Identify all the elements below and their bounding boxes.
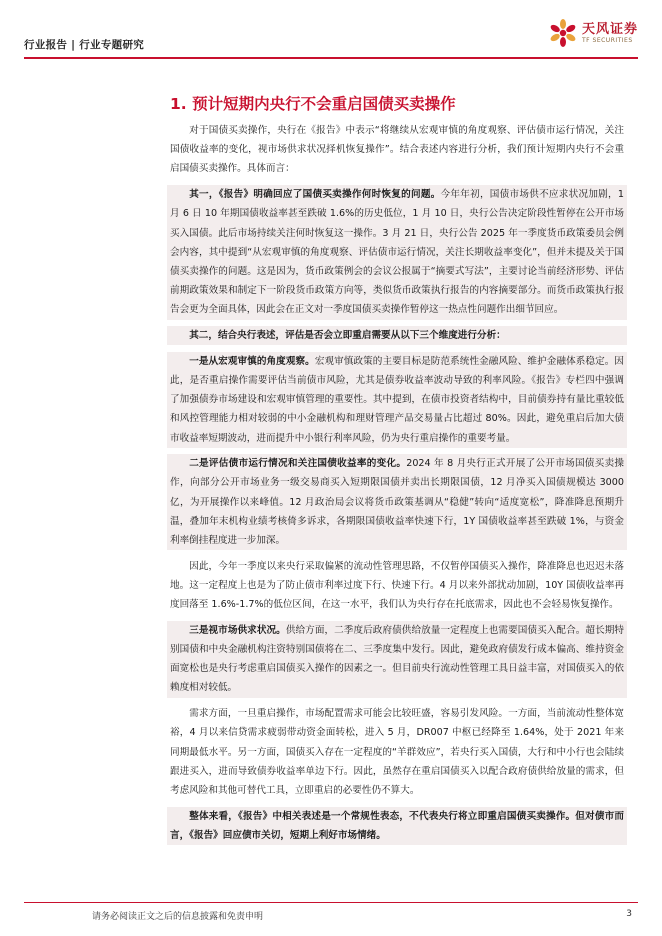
section-title: 1. 预计短期内央行不会重启国债买卖操作 <box>170 95 456 113</box>
brand-name-en: TF SECURITIES <box>581 36 633 44</box>
demand-paragraph: 需求方面，一旦重启操作，市场配置需求可能会比较旺盛，容易引发风险。一方面，当前流动性整体宽裕，4 月以来信贷需求疲弱带动资金面转松，进入 5 月，DR007 中枢已经降至 1.64%，处于 2021 年来同期最低水平。另一方面，国债买入存在一定程度的“羊群效应”，若央行买入国债，大行和中小行也会陆续跟进买入，进而导致债券收益率单边下行。因此，虽然存在重启国债买入以配合政府债供给放量的需求，但考虑风险和其他可替代工具，立即重启的必要性仍不算大。 <box>170 708 624 796</box>
dimension-three-heading: 三是视市场供求状况。 <box>189 624 286 636</box>
page-number: 3 <box>626 909 632 919</box>
body-content <box>170 121 624 852</box>
dimension-one-heading: 一是从宏观审慎的角度观察。 <box>189 355 315 367</box>
dimension-two-heading: 二是评估债市运行情况和关注国债收益率的变化。 <box>189 458 407 470</box>
company-logo <box>548 18 638 48</box>
brand-name-cn: 天风证券 <box>581 21 638 37</box>
point-two-heading: 其二，结合央行表述，评估是否会立即重启需要从以下三个维度进行分析： <box>167 326 627 345</box>
point-one-paragraph: 其一，《报告》明确回应了国债买卖操作何时恢复的问题。今年年初，国债市场供不应求状况加剧，1 月 6 日 10 年期国债收益率甚至跌破 1.6%的历史低位，1 月 10 日，央行公告决定阶段性暂停在公开市场买入国债。此后市场持续关注何时恢复这一操作。3 月 21 日，央行公告 2025 年一季度货币政策委员会例会内容，其中提到“从宏观审慎的角度观察、评估债市运行情况，关注长期收益率变化”，但并未提及关于国债买卖操作的问题。这是因为，货币政策例会的会议公报属于“摘要式写法”，主要讨论当前经济形势、评估前期政策效果和制定下一阶段货币政策方向等，类似货币政策执行报告的内容摘要部分。而货币政策执行报告会更为全面具体，因此会在正文对一季度国债买卖操作暂停这一热点性问题作出细节回应。 <box>167 185 627 319</box>
conclusion-paragraph: 整体来看，《报告》中相关表述是一个常规性表态，不代表央行将立即重启国债买卖操作。但对债市而言，《报告》回应债市关切，短期上利好市场情绪。 <box>167 807 627 845</box>
disclaimer-text: 请务必阅读正文之后的信息披露和免责申明 <box>92 912 264 922</box>
header-divider <box>24 57 638 59</box>
report-category: 行业报告 | 行业专题研究 <box>24 39 145 51</box>
point-one-heading: 其一，《报告》明确回应了国债买卖操作何时恢复的问题。 <box>189 189 441 201</box>
dimension-two-paragraph: 二是评估债市运行情况和关注国债收益率的变化。2024 年 8 月央行正式开展了公开市场国债买卖操作，向部分公开市场业务一级交易商买入短期限国债并卖出长期限国债，12 月净买入国债规模达 3000 亿，为开展操作以来峰值。12 月政治局会议将货币政策基调从“稳健”转向“适度宽松”，降准降息预期升温，叠加年末机构业绩考核倚多诉求，各期限国债收益率快速下行，1Y 国债收益率甚至跌破 1%，与资金利率倒挂程度进一步加深。 <box>167 454 627 550</box>
dimension-three-paragraph: 三是视市场供求状况。供给方面，二季度后政府债供给放量一定程度上也需要国债买入配合。超长期特别国债和中央金融机构注资特别国债将在二、三季度集中发行。因此，避免政府债发行成本偏高、维持资金面宽松也是央行考虑重启国债买入操作的因素之一。但目前央行流动性管理工具日益丰富，对国债买入的依赖度相对较低。 <box>167 621 627 698</box>
dimension-one-paragraph: 一是从宏观审慎的角度观察。宏观审慎政策的主要目标是防范系统性金融风险、维护金融体系稳定。因此，是否重启操作需要评估当前债市风险，尤其是债券收益率波动导致的利率风险。《报告》专栏四中强调了加强债券市场建设和宏观审慎管理的重要性。其中提到，在债市投资者结构中，目前债券持有量比重较低和风控管理能力相对较弱的中小金融机构和理财管理产品交易量占比超过 80%。因此，避免重启后加大债市收益率短期波动，进而提升中小银行利率风险，仍为央行重启操作的重要考量。 <box>167 352 627 448</box>
intro-paragraph: 对于国债买卖操作，央行在《报告》中表示“将继续从宏观审慎的角度观察、评估债市运行情况，关注国债收益率的变化，视市场供求状况择机恢复操作”。结合表述内容进行分析，我们预计短期内央行不会重启国债买卖操作。具体而言： <box>170 125 624 175</box>
liquidity-paragraph: 因此，今年一季度以来央行采取偏紧的流动性管理思路，不仅暂停国债买入操作，降准降息也迟迟未落地。这一定程度上也是为了防止债市利率过度下行、快速下行。4 月以来外部扰动加剧，10Y 国债收益率再度回落至 1.6%-1.7%的低位区间，在这一水平，我们认为央行存在托底需求，因此也不会轻易恢复操作。 <box>170 560 624 611</box>
flower-logo-icon <box>548 18 578 48</box>
footer-divider <box>24 902 638 903</box>
